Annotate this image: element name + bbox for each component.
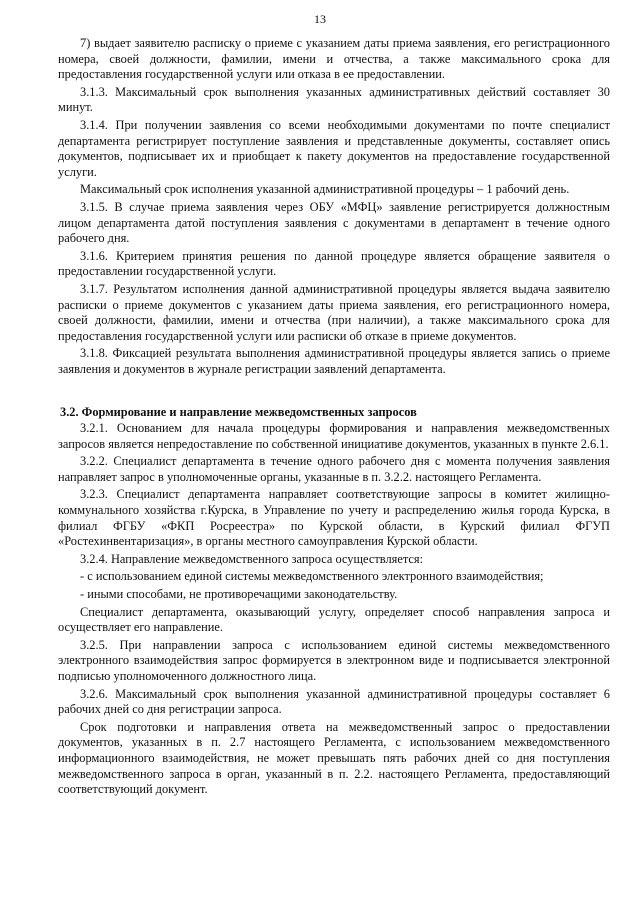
section-heading-3-2: 3.2. Формирование и направление межведомственных запросов: [60, 405, 417, 420]
paragraph-3-2-4: 3.2.4. Направление межведомственного запроса осуществляется:: [80, 551, 424, 566]
paragraph-3-2-5: 3.2.5. При направлении запроса с использованием единой системы межведомственного электронного взаимодействия запрос формируется в электронном виде и подписывается электронной подписью уполномоченного должностного лица.: [58, 637, 610, 683]
list-item-electronic: - с использованием единой системы межведомственного электронного взаимодействия;: [80, 569, 544, 584]
paragraph-3-2-2: 3.2.2. Специалист департамента в течение одного рабочего дня с момента получения заявления направляет запрос в уполномоченные органы, указанные в п. 3.2.2. настоящего Регламента.: [58, 454, 610, 484]
paragraph-response-term: Срок подготовки и направления ответа на межведомственный запрос о предоставлении документов, указанных в п. 2.7 настоящего Регламента, с использованием межведомственного информационного взаимодействия, не может превышать пять рабочих дней со дня поступления межведомственного запроса в орган, указанный в п. 2.2. настоящего Регламента, предоставляющий соответствующий документ.: [58, 719, 610, 797]
paragraph-3-1-3: 3.1.3. Максимальный срок выполнения указанных административных действий составляет 30 минут.: [58, 84, 610, 115]
paragraph-3-2-6: 3.2.6. Максимальный срок выполнения указанной административной процедуры составляет 6 рабочих дней со дня регистрации запроса.: [58, 686, 610, 717]
paragraph-3-2-3: 3.2.3. Специалист департамента направляет соответствующие запросы в комитет жилищно-коммунального хозяйства г.Курска, в Управление по учету и распределению жилья города Курска, в филиал ФГБУ «ФКП Росреестра» по Курской области, в Курский филиал ФГУП «Ростехинвентаризация», в органы местного самоуправления Курской области.: [58, 487, 610, 549]
paragraph-3-2-1: 3.2.1. Основанием для начала процедуры формирования и направления межведомственных запросов является непредоставление по собственной инициативе документов, указанных в пункте 2.6.1.: [58, 421, 610, 451]
paragraph-3-1-4: 3.1.4. При получении заявления со всеми необходимыми документами по почте специалист департамента регистрирует поступление заявления и представленные документы, составляет опись документов, подписывает их и приобщает к пакету документов на предоставление государственной услуги.: [58, 117, 610, 179]
list-item-other-means: - иными способами, не противоречащими законодательству.: [80, 587, 398, 601]
paragraph-3-1-7: 3.1.7. Результатом исполнения данной административной процедуры является выдача заявителю расписки о приеме документов с указанием даты приема заявления, его регистрационного номера, своей должности, фамилии, имени и отчества (при наличии), а также максимального срока для предоставления государственной услуги или расписки об отказе в приеме документов.: [58, 281, 610, 343]
paragraph-max-term: Максимальный срок исполнения указанной административной процедуры – 1 рабочий день.: [80, 182, 570, 197]
paragraph-3-1-6: 3.1.6. Критерием принятия решения по данной процедуре является обращение заявителя о предоставлении государственной услуги.: [58, 248, 610, 279]
paragraph-3-1-5: 3.1.5. В случае приема заявления через ОБУ «МФЦ» заявление регистрируется должностным лицом департамента датой поступления заявления с документами в департамент в течение одного рабочего дня.: [58, 199, 610, 246]
page-number: 13: [314, 12, 326, 26]
paragraph-3-1-8: 3.1.8. Фиксацией результата выполнения административной процедуры является запись о приеме заявления и документов в журнале регистрации заявлений департамента.: [58, 346, 610, 376]
paragraph-item-7: 7) выдает заявителю расписку о приеме с указанием даты приема заявления, его регистрационного номера, своей должности, фамилии, имени и отчества, а также максимального срока для предоставления государственной услуги или отказа в ее предоставлении.: [58, 36, 610, 82]
paragraph-specialist-method: Специалист департамента, оказывающий услугу, определяет способ направления запроса и осуществляет его направление.: [58, 604, 610, 635]
